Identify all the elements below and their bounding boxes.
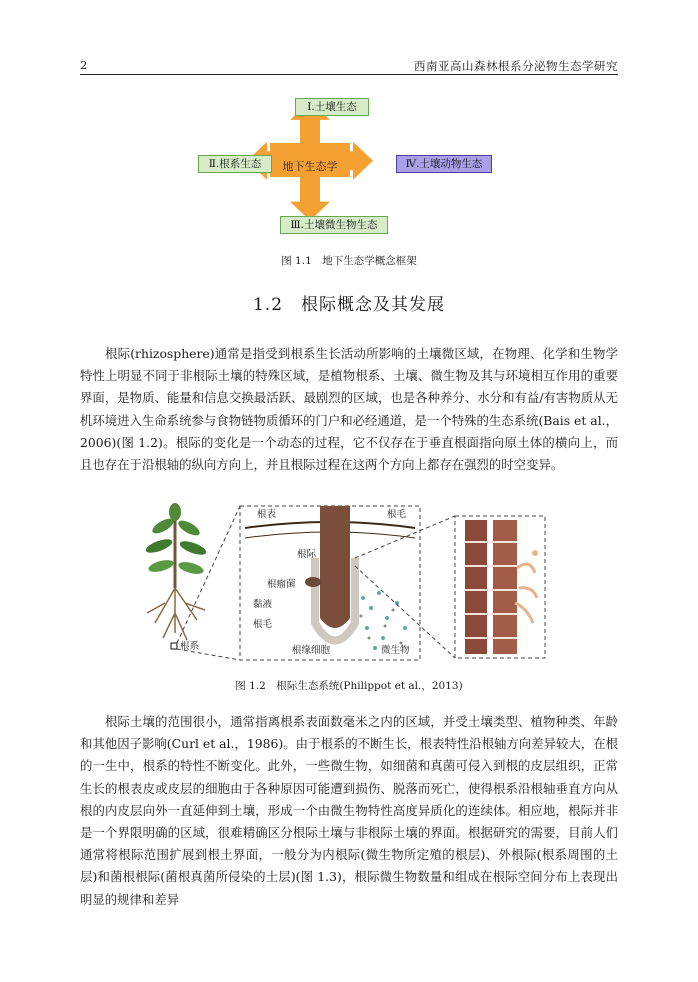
running-header	[80, 58, 618, 75]
paragraph-2: 根际土壤的范围很小，通常指离根系表面数毫米之内的区域，并受土壤类型、植物种类、年龄和其他因子影响(Curl et al.，1986)。由于根系的不断生长，根表特性沿根轴方向差异较大，在根的一生中，根系的特性不断变化。此外，一些微生物，如细菌和真菌可侵入到根的皮层组织，正常生长的根表皮或皮层的细胞由于各种原因可能遭到损伤、脱落而死亡，使得根系沿根轴垂直方向从根的内皮层向外一直延伸到土壤，形成一个由微生物特性高度异质化的连续体。相应地，根际并非是一个界限明确的区域，很难精确区分根际土壤与非根际土壤的界面。根据研究的需要，目前人们通常将根际范围扩展到根土界面，一般分为内根际(微生物所定殖的根层)、外根际(根系周围的土层)和菌根根际(菌根真菌所侵染的土层)(图 1.3)，根际微生物数量和组成在根际空间分布上表现出明显的规律和差异	[80, 714, 618, 907]
center-label-belowground-ecology: 地下生态学	[282, 160, 338, 173]
label-microbes: 微生物	[381, 645, 410, 656]
label-mucilage: 黏液	[253, 599, 273, 610]
label-border-cells: 根缘细胞	[292, 645, 331, 656]
box-root-ecology: Ⅱ.根系生态	[198, 155, 272, 173]
page-number: 2	[80, 58, 88, 72]
plant-illustration	[144, 503, 208, 649]
box-soil-microbial-ecology: Ⅲ.土壤微生物生态	[280, 216, 388, 234]
label-root-hair-top: 根毛	[387, 509, 407, 520]
rhizosphere-illustration	[135, 498, 565, 663]
box-soil-animal-ecology: Ⅳ.土壤动物生态	[396, 155, 492, 173]
label-root-hair: 根毛	[253, 619, 273, 630]
label-root-surface: 根表	[257, 509, 277, 520]
label-nodule-bacteria: 根瘤菌	[267, 579, 296, 590]
figure-1-2	[135, 498, 565, 663]
figure-1-1-caption: 图 1.1 地下生态学概念框架	[281, 255, 417, 267]
section-title: 1.2 根际概念及其发展	[252, 295, 446, 315]
figure-1-1	[170, 95, 530, 235]
running-title: 西南亚高山森林根系分泌物生态学研究	[414, 59, 618, 73]
paragraph-1: 根际(rhizosphere)通常是指受到根系生长活动所影响的土壤微区域，在物理、化学和生物学特性上明显不同于非根际土壤的特殊区域，是植物根系、土壤、微生物及其与环境相互作用的重要界面，是物质、能量和信息交换最活跃、最剧烈的区域，也是各种养分、水分和有益/有害物质从无机环境进入生命系统参与食物链物质循环的门户和必经通道，是一个特殊的生态系统(Bais et al.，2006)(图 1.2)。根际的变化是一个动态的过程，它不仅存在于垂直根面指向原土体的横向上，而且也存在于沿根轴的纵向方向上，并且根际过程在这两个方向上都存在强烈的时空变异。	[80, 346, 618, 473]
label-root-system: 根系	[180, 641, 200, 652]
box-soil-ecology: Ⅰ.土壤生态	[295, 98, 369, 116]
figure-1-2-caption: 图 1.2 根际生态系统(Philippot et al.，2013)	[235, 680, 463, 692]
label-rhizosphere: 根际	[297, 549, 317, 560]
